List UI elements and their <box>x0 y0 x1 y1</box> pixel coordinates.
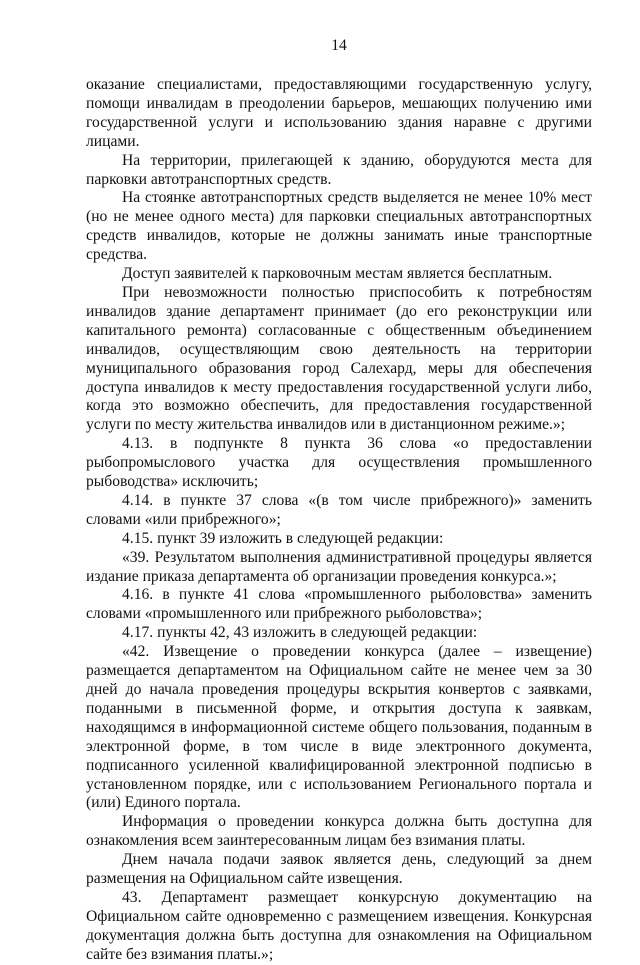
paragraph: Днем начала подачи заявок является день, следующий за днем размещения на Официальном сайте извещения. <box>86 851 592 888</box>
paragraph: 4.15. пункт 39 изложить в следующей редакции: <box>122 529 444 547</box>
document-body <box>86 76 592 965</box>
paragraph: 4.17. пункты 42, 43 изложить в следующей редакции: <box>122 624 478 642</box>
paragraph: 4.13. в подпункте 8 пункта 36 слова «о предоставлении рыбопромыслового участка для осуществления промышленного рыбоводства» исключить; <box>86 435 592 491</box>
paragraph: «42. Извещение о проведении конкурса (далее – извещение) размещается департаментом на Официальном сайте не менее чем за 30 дней до начала проведения процедуры вскрытия конвертов с заявками, поданными в письменной форме, и открытия доступа к заявкам, находящимся в информационной системе общего пользования, поданным в электронной форме, в том числе в виде электронного документа, подписанного усиленной квалифицированной электронной подписью в установленном порядке, или с использованием Регионального портала и (или) Единого портала. <box>86 643 592 812</box>
paragraph: На территории, прилегающей к зданию, оборудуются места для парковки автотранспортных средств. <box>86 151 592 188</box>
paragraph: Доступ заявителей к парковочным местам является бесплатным. <box>122 265 553 283</box>
paragraph: Информация о проведении конкурса должна быть доступна для ознакомления всем заинтересованным лицам без взимания платы. <box>86 813 592 850</box>
paragraph: «39. Результатом выполнения административной процедуры является издание приказа департамента об организации проведения конкурса.»; <box>86 548 592 585</box>
paragraph: 4.16. в пункте 41 слова «промышленного рыболовства» заменить словами «промышленного или прибрежного рыболовства»; <box>86 586 592 623</box>
paragraph: оказание специалистами, предоставляющими государственную услугу, помощи инвалидам в преодолении барьеров, мешающих получению ими государственной услуги и использованию здания наравне с другими лицами. <box>86 76 592 150</box>
paragraph: 43. Департамент размещает конкурсную документацию на Официальном сайте одновременно с размещением извещения. Конкурсная документация должна быть доступна для ознакомления на Официальном сайте без взимания платы.»; <box>86 888 592 963</box>
paragraph: При невозможности полностью приспособить к потребностям инвалидов здание департамент принимает (до его реконструкции или капитального ремонта) согласованные с общественным объединением инвалидов, осуществляющим свою деятельность на территории муниципального образования город Салехард, меры для обеспечения доступа инвалидов к месту предоставления государственной услуги либо, когда это возможно обеспечить, для предоставления государственной услуги по месту жительства инвалидов или в дистанционном режиме.»; <box>86 283 592 434</box>
page-number: 14 <box>331 37 347 54</box>
paragraph: На стоянке автотранспортных средств выделяется не менее 10% мест (но не менее одного места) для парковки специальных автотранспортных средств инвалидов, которые не должны занимать иные транспортные средства. <box>86 189 592 264</box>
paragraph: 4.14. в пункте 37 слова «(в том числе прибрежного)» заменить словами «или прибрежного»; <box>86 491 592 528</box>
